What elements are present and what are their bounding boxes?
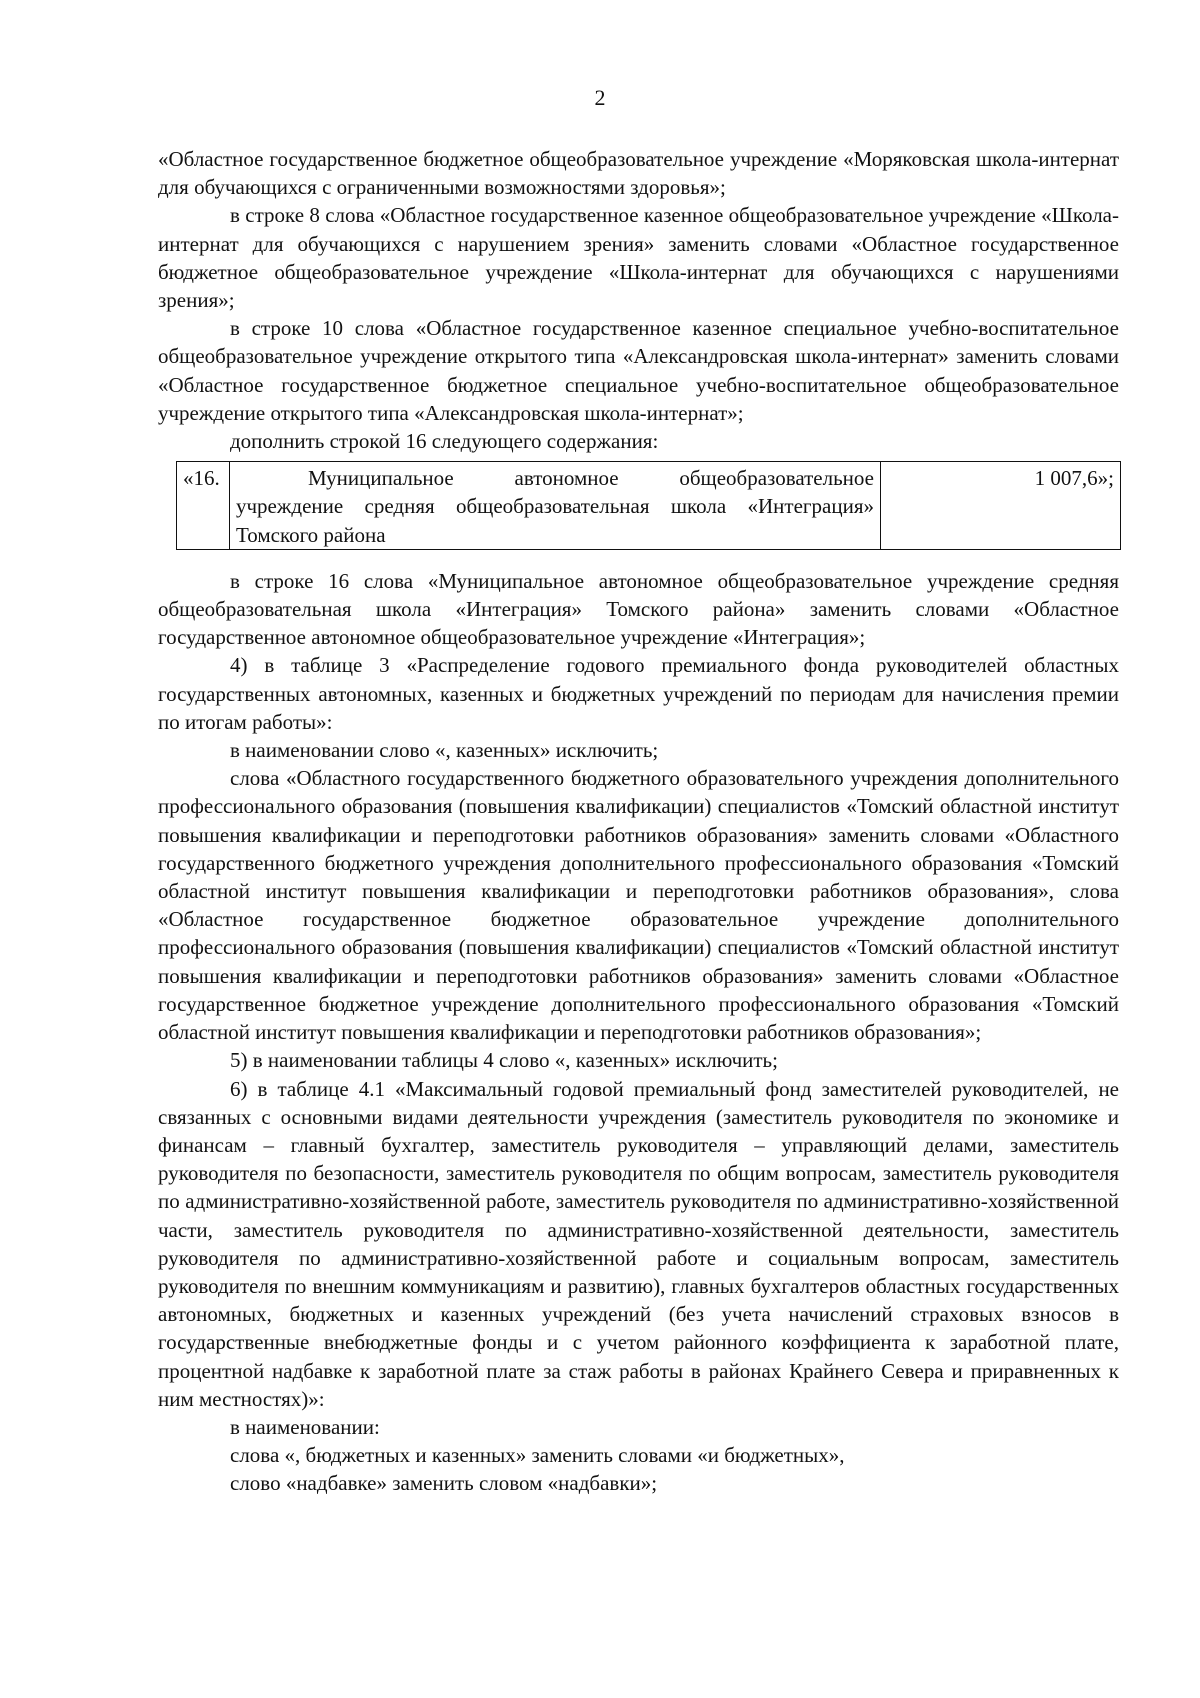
table-row-number: «16. xyxy=(177,462,230,550)
paragraph: 5) в наименовании таблицы 4 слово «, казенных» исключить; xyxy=(230,1048,778,1073)
paragraph: слово «надбавке» заменить словом «надбавки»; xyxy=(230,1471,658,1496)
table-row-name-text: Муниципальное автономное общеобразовательное учреждение средняя общеобразовательная школа «Интеграция» Томского района xyxy=(236,466,874,547)
paragraph: 6) в таблице 4.1 «Максимальный годовой премиальный фонд заместителей руководителей, не связанных с основными видами деятельности учреждения (заместитель руководителя по экономике и финансам – главный бухгалтер, заместитель руководителя – управляющий делами, заместитель руководителя по безопасности, заместитель руководителя по общим вопросам, заместитель руководителя по административно-хозяйственной работе, заместитель руководителя по административно-хозяйственной части, заместитель руководителя по административно-хозяйственной деятельности, заместитель руководителя по административно-хозяйственной работе и социальным вопросам, заместитель руководителя по внешним коммуникациям и развитию), главных бухгалтеров областных государственных автономных, бюджетных и казенных учреждений (без учета начислений страховых взносов в государственные внебюджетные фонды и с учетом районного коэффициента к заработной плате, процентной надбавке к заработной плате за стаж работы в районах Крайнего Севера и приравненных к ним местностях)»: xyxy=(158,1076,1119,1411)
amendment-table xyxy=(176,461,1121,550)
paragraph: в наименовании слово «, казенных» исключить; xyxy=(230,738,659,763)
table-row-value: 1 007,6»; xyxy=(881,462,1121,550)
paragraph: в строке 10 слова «Областное государственное казенное специальное учебно-воспитательное общеобразовательное учреждение открытого типа «Александровская школа-интернат» заменить словами «Областное государственное бюджетное специальное учебно-воспитательное общеобразовательное учреждение открытого типа «Александровская школа-интернат»; xyxy=(158,316,1119,425)
paragraphs-after-table xyxy=(158,567,1119,1498)
page-number: 2 xyxy=(594,85,606,110)
document-body xyxy=(158,145,1119,1498)
paragraph: слова «, бюджетных и казенных» заменить словами «и бюджетных», xyxy=(230,1443,845,1468)
paragraph: в наименовании: xyxy=(230,1414,380,1439)
paragraph: 4) в таблице 3 «Распределение годового премиального фонда руководителей областных государственных автономных, казенных и бюджетных учреждений по периодам для начисления премии по итогам работы»: xyxy=(158,653,1119,734)
table-row xyxy=(177,462,1121,550)
paragraph: дополнить строкой 16 следующего содержания: xyxy=(230,429,659,454)
paragraph: в строке 16 слова «Муниципальное автономное общеобразовательное учреждение средняя общеобразовательная школа «Интеграция» Томского района» заменить словами «Областное государственное автономное общеобразовательное учреждение «Интеграция»; xyxy=(158,568,1119,650)
paragraph: «Областное государственное бюджетное общеобразовательное учреждение «Моряковская школа-интернат для обучающихся с ограниченными возможностями здоровья»; xyxy=(158,147,1119,200)
paragraph: в строке 8 слова «Областное государственное казенное общеобразовательное учреждение «Школа-интернат для обучающихся с нарушением зрения» заменить словами «Областное государственное бюджетное общеобразовательное учреждение «Школа-интернат для обучающихся с нарушениями зрения»; xyxy=(158,203,1119,313)
table-row-name xyxy=(230,462,881,550)
paragraph: слова «Областного государственного бюджетного образовательного учреждения дополнительного профессионального образования (повышения квалификации) специалистов «Томский областной институт повышения квалификации и переподготовки работников образования» заменить словами «Областного государственного бюджетного учреждения дополнительного профессионального образования «Томский областной институт повышения квалификации и переподготовки работников образования», слова «Областное государственное бюджетное образовательное учреждение дополнительного профессионального образования (повышения квалификации) специалистов «Томский областной институт повышения квалификации и переподготовки работников образования» заменить словами «Областное государственное бюджетное учреждение дополнительного профессионального образования «Томский областной институт повышения квалификации и переподготовки работников образования»; xyxy=(158,766,1119,1045)
paragraphs-before-table xyxy=(158,145,1119,455)
